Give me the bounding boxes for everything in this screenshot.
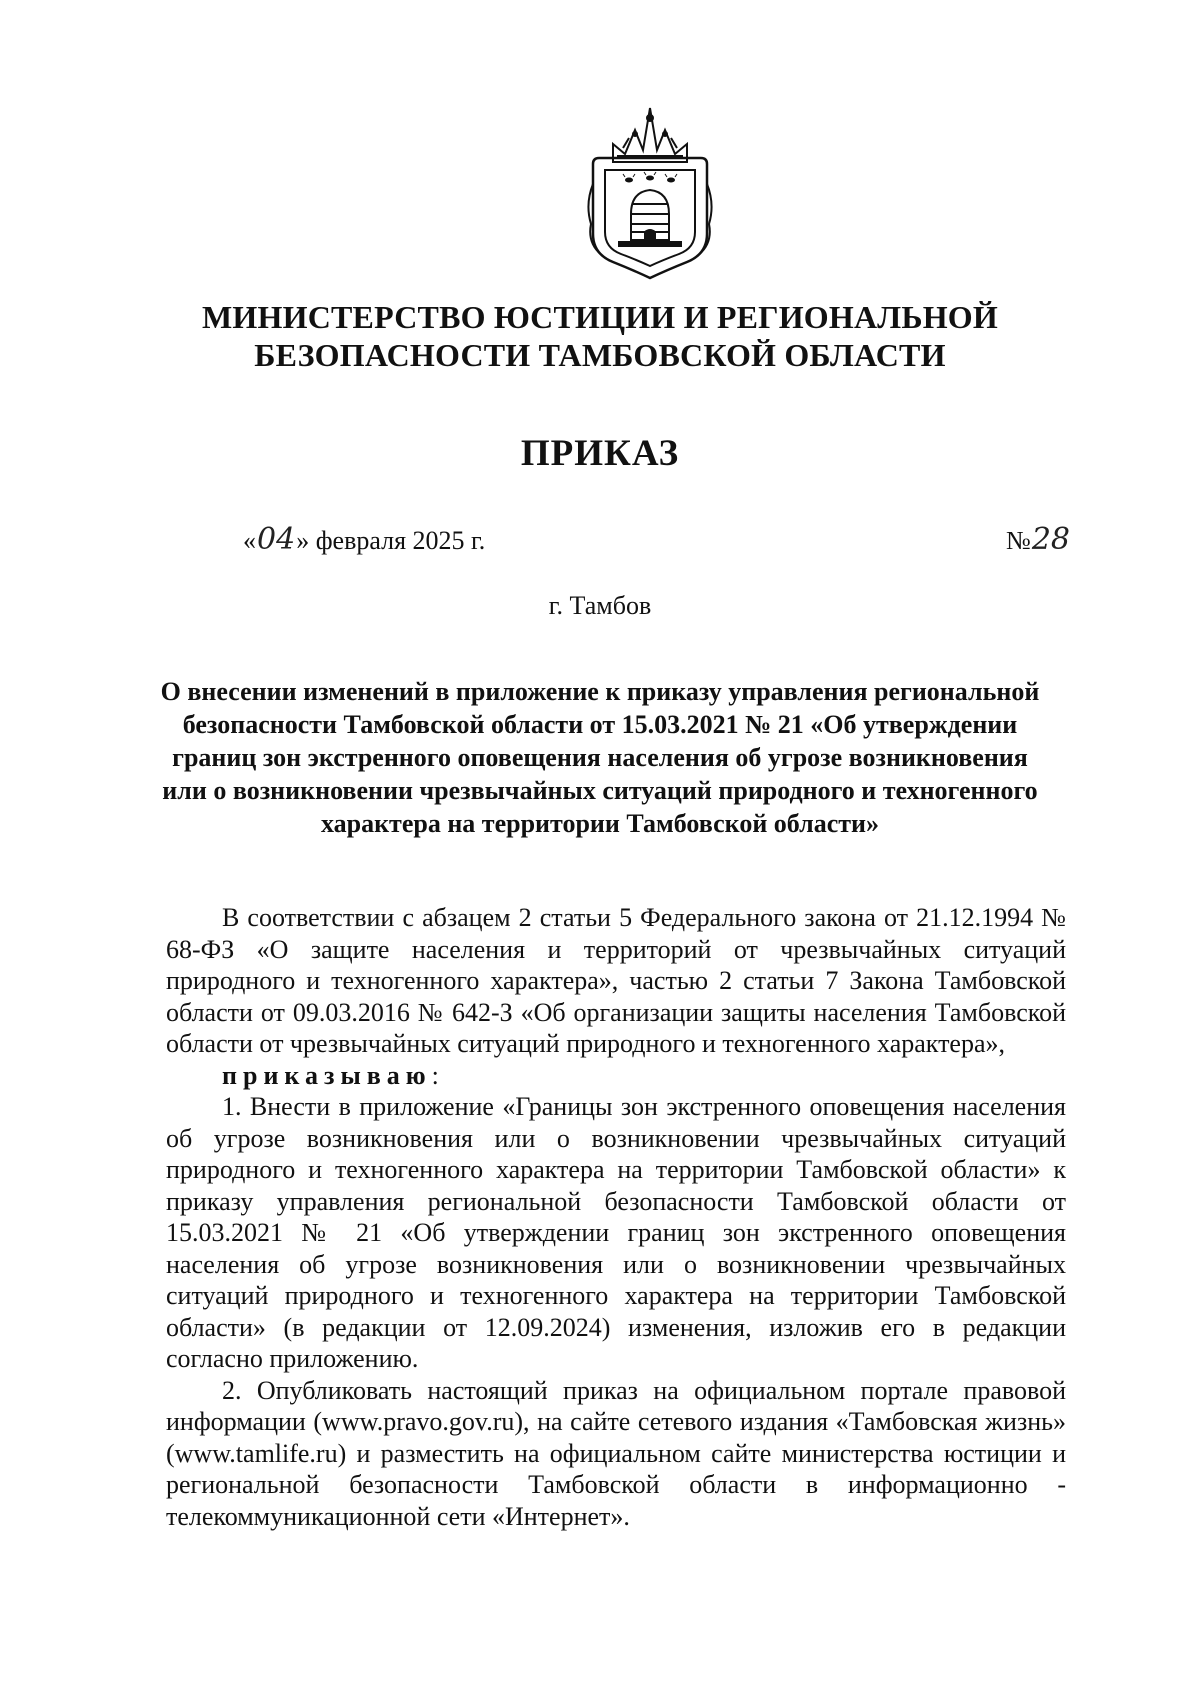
order-colon: : <box>431 1060 439 1090</box>
order-directive-line <box>166 1060 1066 1092</box>
order-word: приказываю <box>222 1060 432 1090</box>
date-open-quote: « <box>243 526 256 555</box>
order-body <box>166 902 1066 1532</box>
document-type-heading: ПРИКАЗ <box>520 433 680 474</box>
handwritten-number: 28 <box>1031 522 1070 557</box>
order-subject: О внесении изменений в приложение к приказу управления региональной безопасности Тамбовской области от 15.03.2021 № 21 «Об утверждении границ зон экстренного оповещения населения об угрозе возникновения или о возникновении чрезвычайных ситуаций природного и техногенного характера на территории Тамбовской области» <box>160 677 1040 838</box>
handwritten-day: 04 <box>257 522 296 557</box>
city-line: г. Тамбов <box>548 591 652 620</box>
document-date <box>243 524 485 557</box>
item-2-paragraph: 2. Опубликовать настоящий приказ на официальном портале правовой информации (www.pravo.gov.ru), на сайте сетевого издания «Тамбовская жизнь» (www.tamlife.ru) и разместить на официальном сайте министерства юстиции и региональной безопасности Тамбовской области в информационно - телекоммуникационной сети «Интернет». <box>166 1375 1066 1531</box>
date-month-year: » февраля 2025 г. <box>296 526 486 555</box>
ministry-title: МИНИСТЕРСТВО ЮСТИЦИИ И РЕГИОНАЛЬНОЙ БЕЗОПАСНОСТИ ТАМБОВСКОЙ ОБЛАСТИ <box>202 299 998 373</box>
item-1-paragraph: 1. Внести в приложение «Границы зон экстренного оповещения населения об угрозе возникновения или о возникновении чрезвычайных ситуаций природного и техногенного характера на территории Тамбовской области» к приказу управления региональной безопасности Тамбовской области от 15.03.2021 № 21 «Об утверждении границ зон экстренного оповещения населения об угрозе возникновения или о возникновении чрезвычайных ситуаций природного и техногенного характера на территории Тамбовской области» (в редакции от 12.09.2024) изменения, изложив его в редакции согласно приложению. <box>166 1092 1066 1373</box>
document-number <box>1006 524 1071 557</box>
preamble-paragraph: В соответствии с абзацем 2 статьи 5 Федерального закона от 21.12.1994 № 68-ФЗ «О защите населения и территорий от чрезвычайных ситуаций природного и техногенного характера», частью 2 статьи 7 Закона Тамбовской области от 09.03.2016 № 642-З «Об организации защиты населения Тамбовской области от чрезвычайных ситуаций природного и техногенного характера», <box>166 903 1066 1058</box>
coat-of-arms-emblem <box>583 104 717 282</box>
number-label: № <box>1006 526 1031 555</box>
